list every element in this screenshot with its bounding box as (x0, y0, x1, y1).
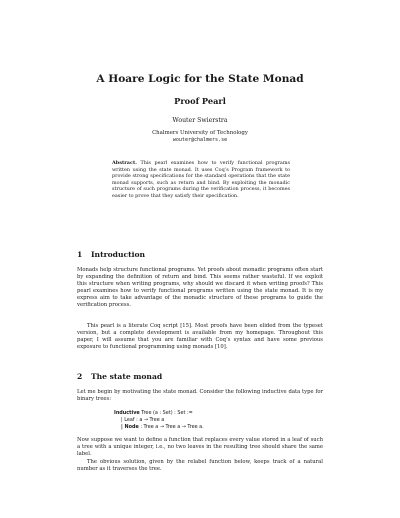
section-number: 1 (77, 250, 83, 259)
code-text: Tree (a : Set) : Set := (141, 410, 193, 416)
abstract (112, 160, 290, 200)
code-keyword: Inductive (114, 410, 140, 416)
code-line-1 (114, 410, 204, 417)
abstract-label: Abstract. (112, 160, 137, 166)
state-monad-paragraph-2: Now suppose we want to define a function that replaces every value stored in a leaf of such a tree with a unique integer, i.e., no two leaves in the resulting tree should share the same label. (77, 437, 323, 457)
section-number: 2 (77, 372, 83, 381)
section-title: The state monad (91, 372, 163, 381)
author-email: wouter@chalmers.se (172, 137, 228, 143)
section-heading-introduction (77, 250, 145, 259)
author-affiliation: Chalmers University of Technology (152, 130, 248, 136)
intro-paragraph-2: This pearl is a literate Coq script [15]. Most proofs have been elided from the typeset version, but a complete development is available from my homepage. Throughout this paper, I will assume that you are familiar with Coq’s syntax and have some previous exposure to functional programming using monads [10]. (77, 323, 323, 350)
state-monad-paragraph-3: The obvious solution, given by the relabel function below, keeps track of a natural number as it traverses the tree. (77, 459, 323, 472)
code-line-2: | Leaf : a → Tree a (121, 417, 165, 423)
section-heading-state-monad (77, 372, 162, 381)
paper-subtitle: Proof Pearl (174, 96, 226, 106)
code-block-tree (114, 410, 204, 431)
author-name: Wouter Swierstra (172, 117, 228, 124)
code-text: : Tree a → Tree a → Tree a. (140, 424, 204, 430)
intro-paragraph-1: Monads help structure functional programs. Yet proofs about monadic programs often start by expanding the definition of return and bind. This seems rather wasteful. If we exploit this structure when writing programs, why should we discard it when writing proofs? This pearl examines how to verify functional programs written using the state monad. It is my express aim to take advantage of the monadic structure of these programs to guide the verification process. (77, 267, 323, 308)
code-constructor: | Node (121, 424, 139, 430)
state-monad-paragraph-1: Let me begin by motivating the state monad. Consider the following inductive data type for binary trees: (77, 389, 323, 402)
paper-title: A Hoare Logic for the State Monad (96, 73, 304, 85)
code-line-3 (114, 424, 204, 431)
abstract-text: This pearl examines how to verify functional programs written using the state monad. It uses Coq’s Program framework to provide strong specifications for the standard operations that the state monad supports, such as return and bind. By exploiting the monadic structure of such programs during the verification process, it becomes easier to prove that they satisfy their specification. (112, 160, 290, 199)
section-title: Introduction (91, 250, 146, 259)
